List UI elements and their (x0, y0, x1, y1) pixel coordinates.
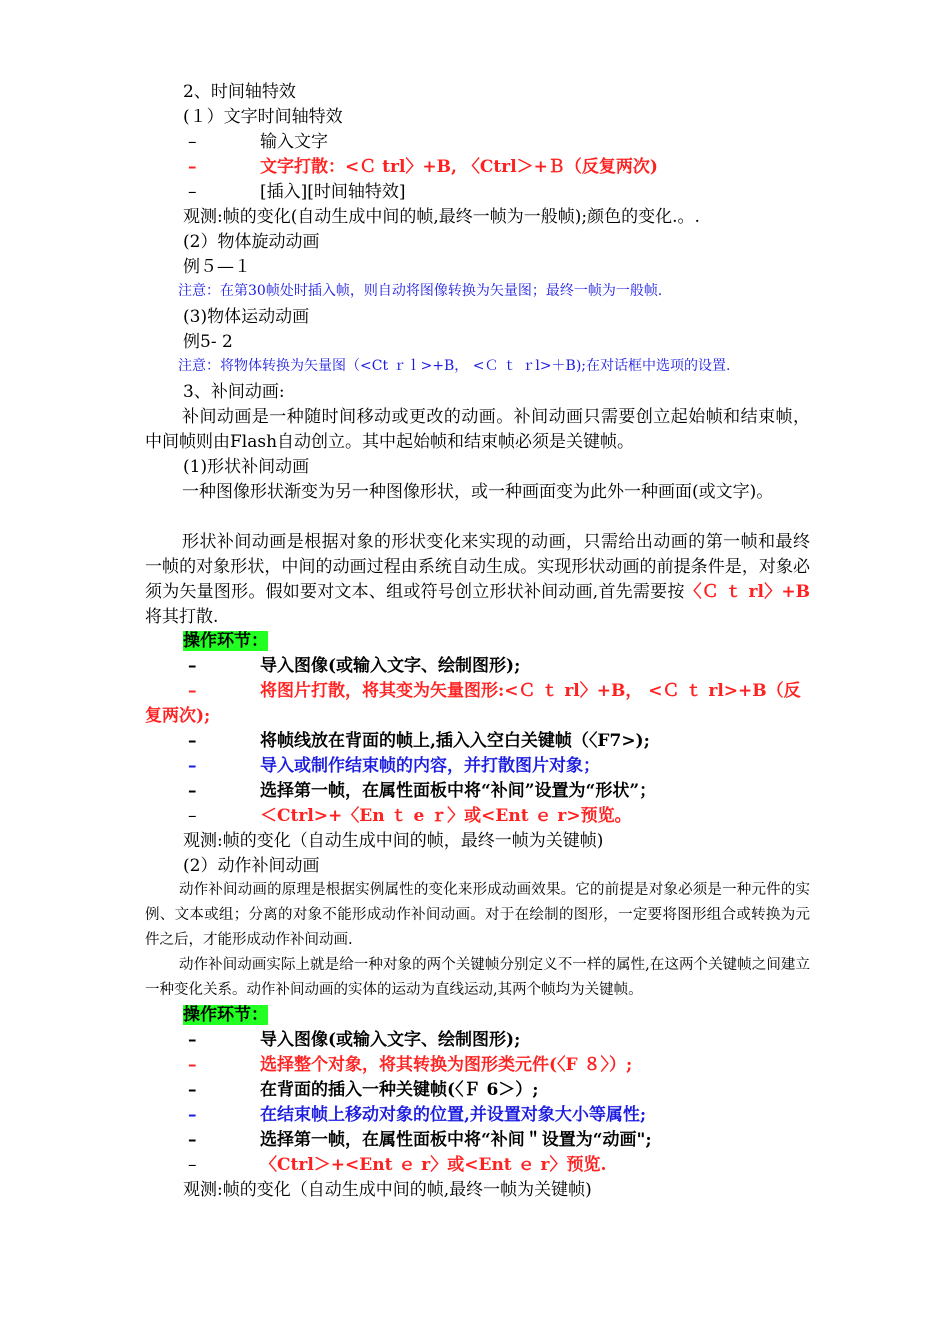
paragraph-shape-tween-def: 一种图像形状渐变为另一种图像形状，或一种画面变为此外一种画面(或文字)。 (182, 482, 774, 502)
operation-text: 在背面的插入一种关键帧(〈Ｆ 6＞）; (260, 1080, 539, 1100)
paragraph-text: 将其打散. (145, 607, 219, 627)
step-text: 输入文字 (260, 132, 328, 152)
operation-text: 选择整个对象，将其转换为图形类元件(〈F ８〉）; (260, 1055, 633, 1075)
shortcut-key-text: 〈Ｃ ｔ rl〉+B (684, 582, 810, 602)
highlighted-label: 操作环节： (183, 1005, 268, 1025)
operation-text: 〈Ctrl＞+<Ent ｅ r〉或<Ent ｅ r〉预览. (260, 1155, 607, 1175)
paragraph-tween-intro: 补间动画是一种随时间移动或更改的动画。补间动画只需要创立起始帧和结束帧，中间帧则由Flash自动创立。其中起始帧和结束帧必须是关键帧。 (145, 407, 810, 452)
dash-marker: – (188, 1080, 197, 1100)
operation-text: ＜Ctrl>+〈En ｔ e ｒ〉或<Ent ｅ r>预览。 (260, 806, 632, 826)
example-label: 例5- 2 (183, 332, 233, 352)
subheading-shape-tween: (1)形状补间动画 (183, 457, 310, 477)
operation-text: 导入图像(或输入文字、绘制图形); (260, 656, 521, 676)
dash-marker: – (188, 1030, 197, 1050)
observation-text: 观测:帧的变化（自动生成中间的帧，最终一帧为关键帧) (183, 831, 604, 851)
dash-marker: – (188, 656, 197, 676)
operation-text: 选择第一帧，在属性面板中将“补间＂设置为“动画"; (260, 1130, 652, 1150)
section-heading-timeline-effects: 2、时间轴特效 (183, 82, 296, 102)
paragraph-motion-tween-principle: 动作补间动画的原理是根据实例属性的变化来形成动画效果。它的前提是对象必须是一种元件的实例、文本或组；分离的对象不能形成动作补间动画。对于在绘制的图形，一定要将图形组合或转换为元件之后，才能形成动作补间动画. (145, 882, 810, 948)
section-heading-tween: 3、补间动画: (183, 382, 285, 402)
observation-text: 观测:帧的变化(自动生成中间的帧,最终一帧为一般帧);颜色的变化.。. (183, 207, 700, 227)
paragraph-shape-tween-detail (145, 530, 810, 630)
operation-text: 导入或制作结束帧的内容，并打散图片对象； (260, 756, 600, 776)
dash-marker: – (188, 1055, 197, 1075)
operations-label (183, 1003, 268, 1027)
dash-marker: – (188, 132, 197, 152)
operation-text: 将帧线放在背面的帧上,插入入空白关键帧（〈F7>); (260, 731, 650, 751)
note-text: 注意：将物体转换为矢量图（<Ct ｒｌ>+B， <Ｃ ｔ ｒl>＋B);在对话框中选项的设置. (178, 358, 731, 374)
operation-text-continued: 复两次); (145, 706, 211, 726)
subheading-text-timeline: (１）文字时间轴特效 (183, 107, 343, 127)
observation-text: 观测:帧的变化（自动生成中间的帧,最终一帧为关键帧) (183, 1180, 592, 1200)
dash-marker: – (188, 157, 197, 177)
subheading-motion-tween: (2）动作补间动画 (183, 856, 320, 876)
dash-marker: – (188, 1105, 197, 1125)
dash-marker: – (188, 806, 197, 826)
example-label: 例５—１ (183, 257, 251, 277)
dash-marker: – (188, 731, 197, 751)
subheading-motion: (3)物体运动动画 (183, 307, 310, 327)
dash-marker: – (188, 1155, 197, 1175)
subheading-rotation: (2）物体旋动动画 (183, 232, 320, 252)
dash-marker: – (188, 681, 197, 701)
paragraph-motion-tween-detail: 动作补间动画实际上就是给一种对象的两个关键帧分别定义不一样的属性,在这两个关键帧之间建立一种变化关系。动作补间动画的实体的运动为直线运动,其两个帧均为关键帧。 (145, 957, 810, 998)
operation-text: 选择第一帧，在属性面板中将“补间”设置为“形状”； (260, 781, 657, 801)
operations-label (183, 629, 268, 653)
dash-marker: – (188, 781, 197, 801)
paragraph-text: 形状补间动画是根据对象的形状变化来实现的动画，只需给出动画的第一帧和最终一帧的对象形状，中间的动画过程由系统自动生成。实现形状动画的前提条件是，对象必须为矢量图形。假如要对文本、组或符号创立形状补间动画,首先需要按 (145, 532, 810, 602)
dash-marker: – (188, 1130, 197, 1150)
highlighted-label: 操作环节： (183, 631, 268, 651)
step-text: [插入][时间轴特效] (260, 182, 406, 202)
dash-marker: – (188, 182, 197, 202)
operation-text: 将图片打散，将其变为矢量图形:<Ｃ ｔ rl〉+B， <Ｃ ｔ rl>+B（反 (260, 681, 801, 701)
step-text: 文字打散：<Ｃ trl〉+B, 〈Ctrl＞+Ｂ（反复两次) (260, 157, 658, 177)
note-text: 注意：在第30帧处时插入帧，则自动将图像转换为矢量图；最终一帧为一般帧. (178, 283, 663, 299)
operation-text: 导入图像(或输入文字、绘制图形); (260, 1030, 521, 1050)
dash-marker: – (188, 756, 197, 776)
operation-text: 在结束帧上移动对象的位置,并设置对象大小等属性; (260, 1105, 647, 1125)
